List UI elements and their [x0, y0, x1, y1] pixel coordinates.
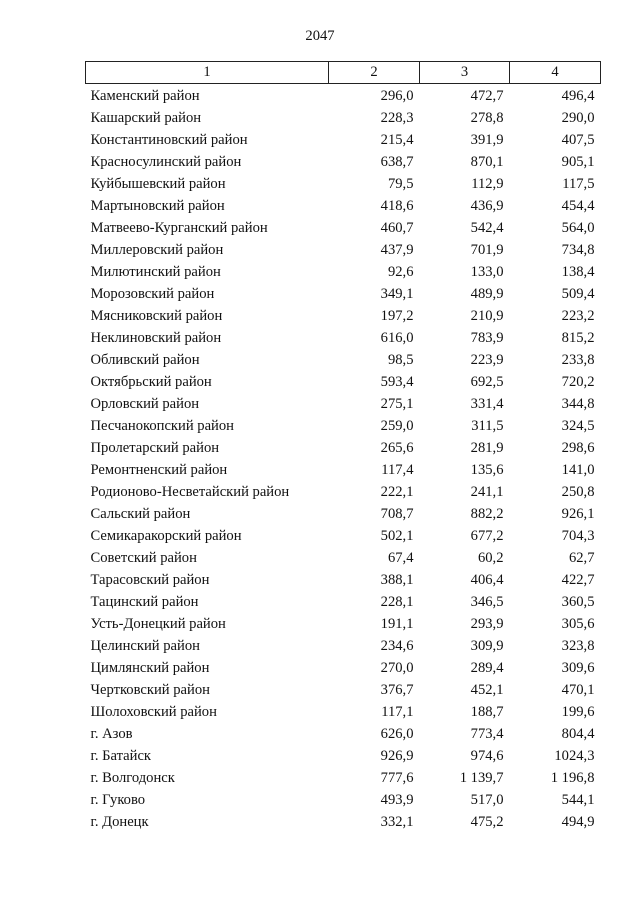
- table-row: [86, 745, 601, 767]
- value-col4-cell: 905,1: [561, 153, 595, 170]
- value-col2-cell: 502,1: [380, 527, 414, 544]
- value-col2-cell: 117,4: [381, 461, 414, 478]
- table-row: [86, 305, 601, 327]
- value-col3-cell: 133,0: [470, 263, 504, 280]
- value-col4-cell: 1024,3: [554, 747, 595, 764]
- table-header: [86, 62, 601, 84]
- value-col4-cell: 309,6: [561, 659, 595, 676]
- region-name-cell: г. Донецк: [90, 813, 149, 830]
- value-col3-cell: 472,7: [470, 87, 504, 104]
- value-col2-cell: 275,1: [380, 395, 414, 412]
- value-col3-cell: 452,1: [470, 681, 504, 698]
- table-row: [86, 239, 601, 261]
- table-row: [86, 569, 601, 591]
- value-col2-cell: 376,7: [380, 681, 414, 698]
- value-col4-cell: 117,5: [562, 175, 595, 192]
- region-name-cell: Красносулинский район: [90, 153, 242, 170]
- table-row: [86, 173, 601, 195]
- value-col4-cell: 804,4: [561, 725, 595, 742]
- table-row: [86, 701, 601, 723]
- table-body: [86, 84, 601, 834]
- table-row: [86, 613, 601, 635]
- value-col2-cell: 79,5: [387, 175, 414, 192]
- page-number: 2047: [305, 28, 335, 44]
- region-name-cell: Родионово-Несветайский район: [90, 483, 290, 500]
- value-col3-cell: 309,9: [470, 637, 504, 654]
- value-col2-cell: 460,7: [380, 219, 414, 236]
- value-col3-cell: 391,9: [470, 131, 504, 148]
- table-row: [86, 459, 601, 481]
- region-name-cell: Матвеево-Курганский район: [90, 219, 268, 236]
- value-col2-cell: 493,9: [380, 791, 414, 808]
- value-col2-cell: 228,3: [380, 109, 414, 126]
- table-row: [86, 811, 601, 833]
- region-name-cell: Шолоховский район: [90, 703, 217, 720]
- value-col2-cell: 437,9: [380, 241, 414, 258]
- table-row: [86, 129, 601, 151]
- region-name-cell: Целинский район: [90, 637, 200, 654]
- value-col2-cell: 349,1: [380, 285, 414, 302]
- value-col3-cell: 870,1: [470, 153, 504, 170]
- value-col4-cell: 199,6: [561, 703, 595, 720]
- region-name-cell: г. Гуково: [90, 791, 146, 808]
- region-name-cell: Миллеровский район: [90, 241, 224, 258]
- value-col3-cell: 223,9: [470, 351, 504, 368]
- table-row: [86, 525, 601, 547]
- region-name-cell: Тацинский район: [90, 593, 199, 610]
- table-row: [86, 107, 601, 129]
- value-col3-cell: 331,4: [470, 395, 504, 412]
- value-col4-cell: 422,7: [561, 571, 595, 588]
- value-col3-cell: 278,8: [470, 109, 504, 126]
- value-col3-cell: 135,6: [470, 461, 504, 478]
- value-col2-cell: 234,6: [380, 637, 414, 654]
- value-col3-cell: 701,9: [470, 241, 504, 258]
- value-col4-cell: 138,4: [561, 263, 595, 280]
- region-name-cell: Песчанокопский район: [90, 417, 234, 434]
- value-col4-cell: 454,4: [561, 197, 595, 214]
- value-col3-cell: 311,5: [471, 417, 504, 434]
- value-col4-cell: 704,3: [561, 527, 595, 544]
- table-row: [86, 767, 601, 789]
- table-row: [86, 327, 601, 349]
- value-col2-cell: 638,7: [380, 153, 414, 170]
- value-col4-cell: 233,8: [561, 351, 595, 368]
- value-col2-cell: 228,1: [380, 593, 414, 610]
- table-row: [86, 261, 601, 283]
- value-col4-cell: 470,1: [561, 681, 595, 698]
- table-row: [86, 635, 601, 657]
- region-name-cell: Кашарский район: [90, 109, 202, 126]
- value-col2-cell: 67,4: [387, 549, 414, 566]
- value-col3-cell: 241,1: [470, 483, 504, 500]
- value-col4-cell: 494,9: [561, 813, 595, 830]
- value-col4-cell: 344,8: [561, 395, 595, 412]
- data-table: [85, 61, 601, 833]
- region-name-cell: Тарасовский район: [90, 571, 210, 588]
- region-name-cell: г. Батайск: [90, 747, 152, 764]
- value-col2-cell: 388,1: [380, 571, 414, 588]
- value-col2-cell: 117,1: [381, 703, 414, 720]
- value-col2-cell: 270,0: [380, 659, 414, 676]
- value-col4-cell: 544,1: [561, 791, 595, 808]
- value-col3-cell: 210,9: [470, 307, 504, 324]
- table-row: [86, 151, 601, 173]
- table-row: [86, 195, 601, 217]
- region-name-cell: Морозовский район: [90, 285, 215, 302]
- value-col3-cell: 1 139,7: [459, 769, 504, 786]
- region-name-cell: Орловский район: [90, 395, 200, 412]
- value-col2-cell: 191,1: [380, 615, 414, 632]
- value-col3-cell: 293,9: [470, 615, 504, 632]
- value-col3-cell: 60,2: [477, 549, 504, 566]
- region-name-cell: Мартыновский район: [90, 197, 225, 214]
- value-col4-cell: 360,5: [561, 593, 595, 610]
- table-row: [86, 481, 601, 503]
- value-col4-cell: 62,7: [568, 549, 595, 566]
- region-name-cell: Усть-Донецкий район: [90, 615, 226, 632]
- value-col4-cell: 407,5: [561, 131, 595, 148]
- region-name-cell: г. Азов: [90, 725, 133, 742]
- region-name-cell: г. Волгодонск: [90, 769, 175, 786]
- value-col4-cell: 250,8: [561, 483, 595, 500]
- value-col3-cell: 692,5: [470, 373, 504, 390]
- value-col3-cell: 346,5: [470, 593, 504, 610]
- table-row: [86, 503, 601, 525]
- column-header-1: 1: [86, 62, 329, 84]
- table-row: [86, 547, 601, 569]
- value-col3-cell: 475,2: [470, 813, 504, 830]
- table-row: [86, 789, 601, 811]
- value-col2-cell: 98,5: [387, 351, 414, 368]
- region-name-cell: Цимлянский район: [90, 659, 210, 676]
- region-name-cell: Милютинский район: [90, 263, 221, 280]
- value-col4-cell: 496,4: [561, 87, 595, 104]
- value-col3-cell: 783,9: [470, 329, 504, 346]
- value-col3-cell: 974,6: [470, 747, 504, 764]
- table-row: [86, 657, 601, 679]
- region-name-cell: Каменский район: [90, 87, 200, 104]
- value-col4-cell: 509,4: [561, 285, 595, 302]
- value-col2-cell: 708,7: [380, 505, 414, 522]
- header-row: [86, 62, 601, 84]
- value-col2-cell: 296,0: [380, 87, 414, 104]
- value-col4-cell: 324,5: [561, 417, 595, 434]
- value-col4-cell: 926,1: [561, 505, 595, 522]
- value-col4-cell: 223,2: [561, 307, 595, 324]
- value-col4-cell: 323,8: [561, 637, 595, 654]
- column-header-4: 4: [510, 62, 601, 84]
- region-name-cell: Октябрьский район: [90, 373, 212, 390]
- region-name-cell: Ремонтненский район: [90, 461, 228, 478]
- value-col3-cell: 489,9: [470, 285, 504, 302]
- table-row: [86, 283, 601, 305]
- value-col3-cell: 517,0: [470, 791, 504, 808]
- table-row: [86, 371, 601, 393]
- value-col3-cell: 188,7: [470, 703, 504, 720]
- value-col2-cell: 222,1: [380, 483, 414, 500]
- value-col2-cell: 777,6: [380, 769, 414, 786]
- table-row: [86, 393, 601, 415]
- value-col2-cell: 332,1: [380, 813, 414, 830]
- value-col2-cell: 92,6: [387, 263, 414, 280]
- value-col2-cell: 926,9: [380, 747, 414, 764]
- region-name-cell: Константиновский район: [90, 131, 248, 148]
- value-col3-cell: 406,4: [470, 571, 504, 588]
- value-col4-cell: 290,0: [561, 109, 595, 126]
- value-col3-cell: 112,9: [471, 175, 504, 192]
- table-row: [86, 679, 601, 701]
- value-col3-cell: 677,2: [470, 527, 504, 544]
- value-col2-cell: 626,0: [380, 725, 414, 742]
- value-col2-cell: 197,2: [380, 307, 414, 324]
- table-row: [86, 217, 601, 239]
- region-name-cell: Чертковский район: [90, 681, 210, 698]
- value-col2-cell: 418,6: [380, 197, 414, 214]
- value-col2-cell: 265,6: [380, 439, 414, 456]
- value-col3-cell: 542,4: [470, 219, 504, 236]
- value-col2-cell: 593,4: [380, 373, 414, 390]
- value-col4-cell: 141,0: [561, 461, 595, 478]
- region-name-cell: Мясниковский район: [90, 307, 223, 324]
- value-col3-cell: 882,2: [470, 505, 504, 522]
- value-col3-cell: 281,9: [470, 439, 504, 456]
- column-header-3: 3: [420, 62, 510, 84]
- region-name-cell: Неклиновский район: [90, 329, 222, 346]
- value-col2-cell: 215,4: [380, 131, 414, 148]
- value-col2-cell: 616,0: [380, 329, 414, 346]
- region-name-cell: Куйбышевский район: [90, 175, 226, 192]
- table-row: [86, 437, 601, 459]
- table-row: [86, 591, 601, 613]
- table-row: [86, 349, 601, 371]
- region-name-cell: Советский район: [90, 549, 197, 566]
- region-name-cell: Семикаракорский район: [90, 527, 242, 544]
- value-col2-cell: 259,0: [380, 417, 414, 434]
- value-col3-cell: 436,9: [470, 197, 504, 214]
- value-col4-cell: 564,0: [561, 219, 595, 236]
- value-col3-cell: 773,4: [470, 725, 504, 742]
- table-row: [86, 415, 601, 437]
- table-row: [86, 723, 601, 745]
- value-col4-cell: 1 196,8: [550, 769, 595, 786]
- value-col4-cell: 734,8: [561, 241, 595, 258]
- table-row: [86, 84, 601, 108]
- column-header-2: 2: [329, 62, 420, 84]
- value-col4-cell: 298,6: [561, 439, 595, 456]
- region-name-cell: Обливский район: [90, 351, 200, 368]
- region-name-cell: Пролетарский район: [90, 439, 220, 456]
- value-col4-cell: 720,2: [561, 373, 595, 390]
- value-col4-cell: 305,6: [561, 615, 595, 632]
- region-name-cell: Сальский район: [90, 505, 191, 522]
- value-col3-cell: 289,4: [470, 659, 504, 676]
- value-col4-cell: 815,2: [561, 329, 595, 346]
